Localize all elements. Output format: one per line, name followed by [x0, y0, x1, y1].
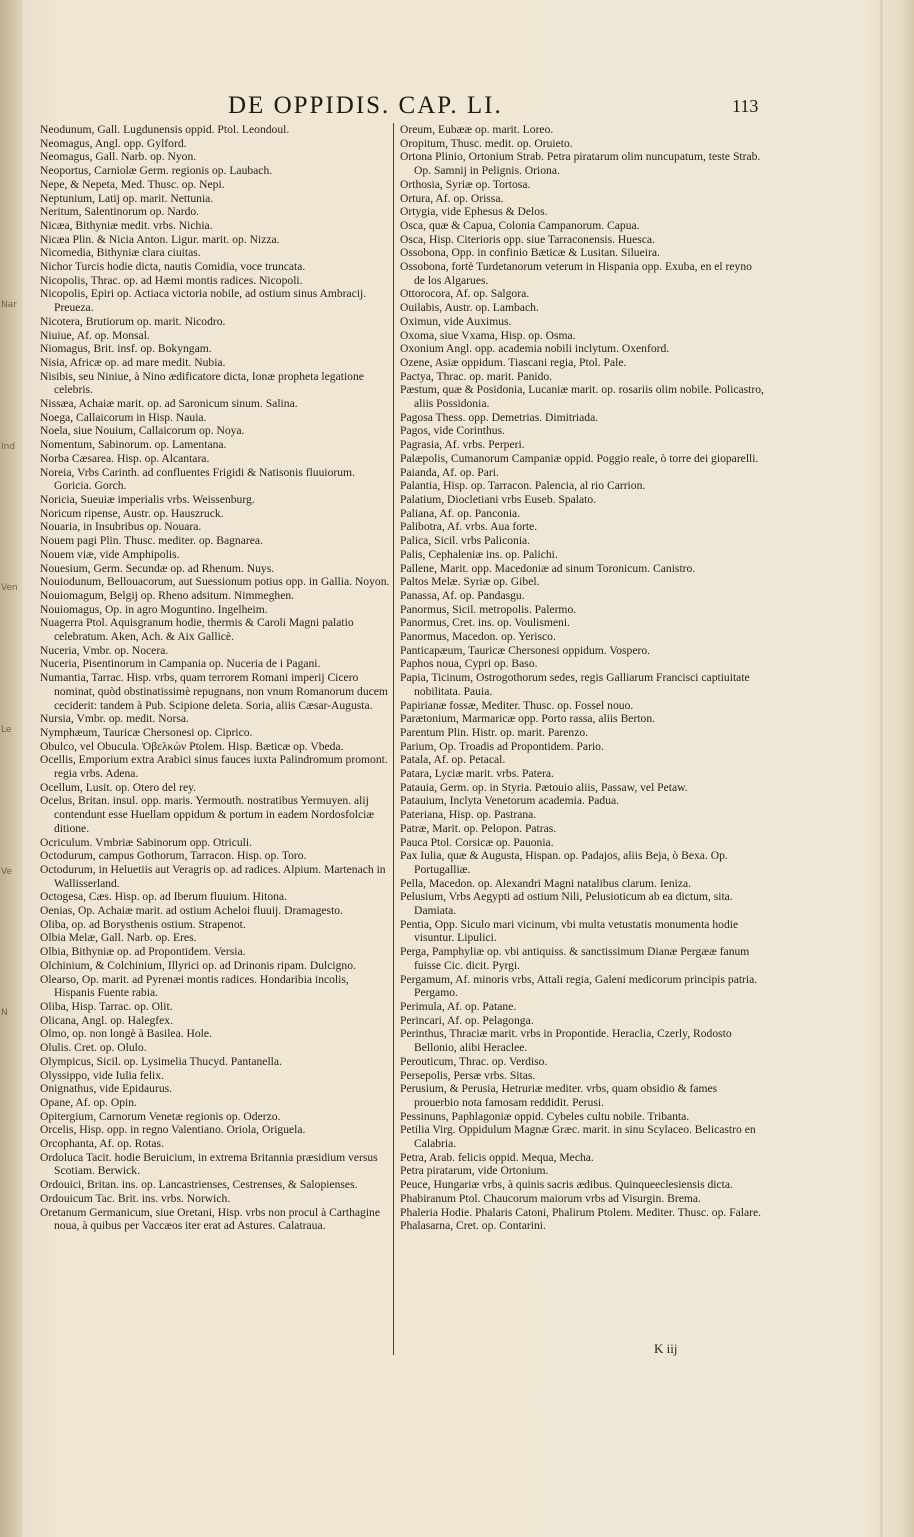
index-entry: Neomagus, Angl. opp. Gylford.: [40, 136, 187, 150]
page-number: 113: [732, 96, 759, 116]
index-entry: Neomagus, Gall. Narb. op. Nyon.: [40, 150, 197, 164]
index-entry: Parium, Op. Troadis ad Propontidem. Pario.: [400, 739, 604, 753]
index-entry: Pagrasia, Af. vrbs. Perperi.: [400, 438, 525, 452]
index-entry: Palibotra, Af. vrbs. Aua forte.: [400, 520, 538, 534]
index-entry: Nepe, & Nepeta, Med. Thusc. op. Nepi.: [40, 177, 225, 191]
index-entry: Olearso, Op. marit. ad Pyrenæi montis radices. Hondaribia incolis, Hispanis Fuente rabia.: [40, 972, 349, 1000]
index-entry: Phalasarna, Cret. op. Contarini.: [400, 1219, 546, 1233]
index-entry: Niuiue, Af. op. Monsal.: [40, 328, 150, 342]
index-entry: Osca, quæ & Capua, Colonia Campanorum. Capua.: [400, 218, 640, 232]
index-entry: Nomentum, Sabinorum. op. Lamentana.: [40, 438, 227, 452]
right-column: [400, 123, 765, 1233]
index-entry: Perga, Pamphyliæ op. vbi antiquiss. & sanctissimum Dianæ Pergææ fanum fuisse Cic. dicit. Pyrgi.: [400, 945, 750, 972]
index-entry: Panormus, Macedon. op. Yerisco.: [400, 630, 556, 644]
index-entry: Nicopolis, Epiri op. Actiaca victoria nobile, ad ostium sinus Ambracij. Preueza.: [40, 287, 367, 315]
index-entry: Palatium, Diocletiani vrbs Euseb. Spalato.: [400, 492, 597, 506]
index-entry: Olyssippo, vide Iulia felix.: [40, 1068, 164, 1082]
edge-mark: Ind: [1, 441, 16, 452]
index-entry: Nuceria, Vmbr. op. Nocera.: [40, 643, 169, 657]
index-entry: Perouticum, Thrac. op. Verdiso.: [400, 1054, 548, 1068]
index-entry: Persepolis, Persæ vrbs. Sitas.: [400, 1068, 536, 1082]
index-entry: Nursia, Vmbr. op. medit. Norsa.: [40, 712, 189, 726]
index-entry: Nouiodunum, Bellouacorum, aut Suessionum potius opp. in Gallia. Noyon.: [40, 575, 390, 589]
index-entry: Octodurum, campus Gothorum, Tarracon. Hisp. op. Toro.: [40, 849, 307, 863]
index-entry: Nissæa, Achaiæ marit. op. ad Saronicum sinum. Salina.: [40, 397, 298, 411]
index-entry: Olympicus, Sicil. op. Lysimelia Thucyd. Pantanella.: [40, 1054, 282, 1068]
signature-mark: K iij: [654, 1341, 678, 1356]
index-entry: Petra piratarum, vide Ortonium.: [400, 1164, 549, 1178]
index-entry: Nicæa Plin. & Nicia Anton. Ligur. marit. op. Nizza.: [40, 232, 280, 246]
index-entry: Patauia, Germ. op. in Styria. Pætouio aliis, Passaw, vel Petaw.: [400, 780, 688, 794]
index-entry: Olbia Melæ, Gall. Narb. op. Eres.: [40, 931, 197, 945]
index-entry: Oxoma, siue Vxama, Hisp. op. Osma.: [400, 328, 576, 342]
index-entry: Panormus, Cret. ins. op. Voulismeni.: [400, 616, 570, 630]
index-entry: Nuagerra Ptol. Aquisgranum hodie, thermis & Caroli Magni palatio celebratum. Aken, Ach. & Aix Gallicè.: [40, 616, 354, 644]
index-entry: Pergamum, Af. minoris vrbs, Attali regia, Galeni medicorum principis patria. Pergamo.: [400, 972, 758, 1000]
edge-mark: N: [1, 1008, 8, 1019]
index-entry: Orthosia, Syriæ op. Tortosa.: [400, 177, 531, 191]
index-entry: Nicotera, Brutiorum op. marit. Nicodro.: [40, 314, 226, 328]
index-entry: Pagos, vide Corinthus.: [400, 424, 505, 438]
index-entry: Olulis. Cret. op. Olulo.: [40, 1041, 147, 1055]
index-entry: Noela, siue Nouium, Callaicorum op. Noya.: [40, 424, 245, 438]
index-entry: Paphos noua, Cypri op. Baso.: [400, 657, 538, 671]
page-edge-shadow: [880, 0, 883, 1537]
index-entry: Palantia, Hisp. op. Tarracon. Palencia, al rio Carrion.: [400, 479, 646, 493]
index-entry: Paliana, Af. op. Panconia.: [400, 506, 521, 520]
index-entry: Nichor Turcis hodie dicta, nautis Comidia, voce truncata.: [40, 260, 306, 274]
index-entry: Ortona Plinio, Ortonium Strab. Petra piratarum olim nuncupatum, teste Strab. Op. Samnij in Pelignis. Oriona.: [400, 150, 761, 178]
index-entry: Palis, Cephaleniæ ins. op. Palichi.: [400, 547, 558, 561]
index-entry: Opitergium, Carnorum Venetæ regionis op. Oderzo.: [40, 1109, 281, 1123]
index-entry: Oretanum Germanicum, siue Oretani, Hisp. vrbs non procul à Carthagine noua, à quibus per Vaccæos iter erat ad Astures. Calatraua.: [40, 1205, 380, 1233]
index-entry: Nicomedia, Bithyniæ clara ciuitas.: [40, 246, 201, 260]
index-entry: Oxonium Angl. opp. academia nobili inclytum. Oxenford.: [400, 342, 670, 356]
index-entry: Noreia, Vrbs Carinth. ad confluentes Frigidi & Natisonis fluuiorum. Goricia. Gorch.: [40, 465, 355, 493]
index-entry: Oximun, vide Auximus.: [400, 314, 512, 328]
edge-mark: Ven: [1, 583, 18, 594]
index-entry: Nisia, Africæ op. ad mare medit. Nubia.: [40, 355, 226, 369]
index-entry: Parentum Plin. Histr. op. marit. Parenzo.: [400, 725, 589, 739]
index-entry: Pauca Ptol. Corsicæ op. Pauonia.: [400, 835, 554, 849]
index-entry: Pateriana, Hisp. op. Pastrana.: [400, 808, 537, 822]
index-entry: Ordoluca Tacit. hodie Beruicium, in extrema Britannia præsidium versus Scotiam. Berwick.: [40, 1150, 378, 1178]
index-entry: Patauium, Inclyta Venetorum academia. Padua.: [400, 794, 620, 808]
index-entry: Olchinium, & Colchinium, Illyrici op. ad Drinonis ripam. Dulcigno.: [40, 958, 356, 972]
index-entry: Oenias, Op. Achaiæ marit. ad ostium Acheloi fluuij. Dramagesto.: [40, 904, 343, 918]
index-entry: Palæpolis, Cumanorum Campaniæ oppid. Poggio reale, ò torre dei gioparelli.: [400, 451, 759, 465]
index-entry: Patala, Af. op. Petacal.: [400, 753, 506, 767]
index-entry: Pelusium, Vrbs Aegypti ad ostium Nili, Pelusioticum ab ea dictum, sita. Damiata.: [400, 890, 733, 918]
index-entry: Pallene, Marit. opp. Macedoniæ ad sinum Toronicum. Canistro.: [400, 561, 696, 575]
index-entry: Patræ, Marit. op. Pelopon. Patras.: [400, 821, 557, 835]
index-entry: Ocriculum. Vmbriæ Sabinorum opp. Otriculi.: [40, 835, 252, 849]
index-entry: Olicana, Angl. op. Halegfex.: [40, 1013, 173, 1027]
adjacent-page-edge-marks: [1, 300, 21, 1150]
index-entry: Olmo, op. non longè à Basilea. Hole.: [40, 1027, 212, 1041]
index-entry: Panticapæum, Tauricæ Chersonesi oppidum. Vospero.: [400, 643, 651, 657]
index-entry: Parætonium, Marmaricæ opp. Porto rassa, aliis Berton.: [400, 712, 656, 726]
index-entry: Perimula, Af. op. Patane.: [400, 1000, 517, 1013]
index-entry: Pella, Macedon. op. Alexandri Magni natalibus clarum. Ieniza.: [400, 876, 692, 890]
index-entry: Petra, Arab. felicis oppid. Mequa, Mecha.: [400, 1150, 594, 1164]
index-entry: Ocellum, Lusit. op. Otero del rey.: [40, 780, 197, 794]
index-entry: Ossobona, fortè Turdetanorum veterum in Hispania opp. Exuba, en el reyno de los Algarues.: [400, 260, 752, 287]
index-entry: Papia, Ticinum, Ostrogothorum sedes, regis Galliarum Francisci captiuitate nobilitata. Pauia.: [400, 671, 750, 698]
index-entry: Neritum, Salentinorum op. Nardo.: [40, 205, 200, 219]
edge-mark: Ve: [1, 866, 12, 877]
index-entry: Nuceria, Pisentinorum in Campania op. Nuceria de i Pagani.: [40, 657, 321, 671]
index-entry: Ottorocora, Af. op. Salgora.: [400, 287, 530, 301]
index-entry: Oliba, op. ad Borysthenis ostium. Strapenot.: [40, 917, 246, 931]
index-entry: Osca, Hisp. Citerioris opp. siue Tarraconensis. Huesca.: [400, 232, 655, 246]
edge-mark: Le: [1, 725, 12, 736]
index-entry: Perinthus, Thraciæ marit. vrbs in Propontide. Heraclia, Czerly, Rodosto Bellonio, alibi Heraclee.: [400, 1027, 732, 1055]
index-entry: Peuce, Hungariæ vrbs, à quinis sacris ædibus. Quinqueeclesiensis dicta.: [400, 1178, 733, 1192]
index-entry: Neptunium, Latij op. marit. Nettunia.: [40, 191, 214, 205]
index-entry: Phaleria Hodie. Phalaris Catoni, Phalirum Ptolem. Mediter. Thusc. op. Falare.: [400, 1205, 762, 1219]
index-entry: Nouem pagi Plin. Thusc. mediter. op. Bagnarea.: [40, 534, 263, 548]
index-entry: Nouem viæ, vide Amphipolis.: [40, 547, 180, 561]
index-entry: Oliba, Hisp. Tarrac. op. Olit.: [40, 1000, 173, 1013]
index-entry: Obulco, vel Obucula. Ὀβελκὼν Ptolem. Hisp. Bæticæ op. Vbeda.: [40, 739, 344, 753]
index-entry: Nicopolis, Thrac. op. ad Hæmi montis radices. Nicopoli.: [40, 273, 303, 287]
index-entry: Oropitum, Thusc. medit. op. Oruieto.: [400, 136, 573, 150]
index-entry: Ordouicum Tac. Brit. ins. vrbs. Norwich.: [40, 1191, 231, 1205]
running-head: [0, 92, 914, 122]
index-entry: Octodurum, in Heluetiis aut Veragris op. ad radices. Alpium. Martenach in Wallisserland.: [40, 862, 386, 890]
index-entry: Nouesium, Germ. Secundæ op. ad Rhenum. Nuys.: [40, 561, 275, 575]
index-entry: Oreum, Eubææ op. marit. Loreo.: [400, 123, 554, 136]
index-entry: Noega, Callaicorum in Hisp. Nauia.: [40, 410, 207, 424]
index-entry: Panormus, Sicil. metropolis. Palermo.: [400, 602, 577, 616]
index-entry: Ocellis, Emporium extra Arabici sinus fauces iuxta Palindromum promont. regia vrbs. Adena.: [40, 753, 388, 781]
index-entry: Paianda, Af. op. Pari.: [400, 465, 499, 479]
index-entry: Ordouici, Britan. ins. op. Lancastrienses, Cestrenses, & Salopienses.: [40, 1178, 358, 1192]
index-entry: Nouiomagum, Belgij op. Rheno adsitum. Nimmeghen.: [40, 588, 295, 602]
index-entry: Panassa, Af. op. Pandasgu.: [400, 588, 525, 602]
index-entry: Numantia, Tarrac. Hisp. vrbs, quam terrorem Romani imperij Cicero nominat, quòd obstinatissimè repugnans, non vnum Romanorum ducem ceciderit: tandem à Pub. Scipione deleta. Soria, aliis Cæsar-Augusta.: [40, 671, 388, 712]
index-entry: Ozene, Asiæ oppidum. Tiascani regia, Ptol. Pale.: [400, 355, 627, 369]
index-entry: Orcophanta, Af. op. Rotas.: [40, 1137, 164, 1151]
index-entry: Niomagus, Brit. insf. op. Bokyngam.: [40, 342, 212, 356]
edge-mark: Nar: [1, 300, 17, 310]
left-column: [40, 123, 390, 1233]
index-entry: Ocelus, Britan. insul. opp. maris. Yermouth. nostratibus Yermuyen. alij contendunt esse Huellam oppidum & portum in eadem Nordosfolciæ ditione.: [40, 794, 375, 835]
index-entry: Pax Iulia, quæ & Augusta, Hispan. op. Padajos, aliis Beja, ò Bexa. Op. Portugalliæ.: [400, 849, 728, 876]
index-entry: Ortygia, vide Ephesus & Delos.: [400, 205, 548, 219]
index-entry: Neodunum, Gall. Lugdunensis oppid. Ptol. Leondoul.: [40, 123, 290, 136]
index-entry: Orcelis, Hisp. opp. in regno Valentiano. Oriola, Origuela.: [40, 1123, 306, 1137]
index-entry: Octogesa, Cæs. Hisp. op. ad Iberum fluuium. Hitona.: [40, 890, 287, 904]
index-entry: Palica, Sicil. vrbs Paliconia.: [400, 534, 531, 548]
index-entry: Perusium, & Perusia, Hetruriæ mediter. vrbs, quam obsidio & fames prouerbio nota famosam reddidit. Perusi.: [400, 1082, 718, 1109]
index-entry: Olbia, Bithyniæ op. ad Propontidem. Versia.: [40, 945, 246, 959]
index-entry: Paltos Melæ. Syriæ op. Gibel.: [400, 575, 540, 589]
index-entry: Pactya, Thrac. op. marit. Panido.: [400, 369, 553, 383]
index-entry: Neoportus, Carniolæ Germ. regionis op. Laubach.: [40, 164, 273, 178]
index-entry: Nouaria, in Insubribus op. Nouara.: [40, 520, 202, 534]
index-entry: Papirianæ fossæ, Mediter. Thusc. op. Fossel nouo.: [400, 698, 634, 712]
index-entry: Noricia, Sueuiæ imperialis vrbs. Weissenburg.: [40, 492, 255, 506]
index-entry: Nouiomagus, Op. in agro Moguntino. Ingelheim.: [40, 602, 268, 616]
index-entry: Nicæa, Bithyniæ medit. vrbs. Nichia.: [40, 218, 213, 232]
index-entry: Nisibis, seu Niniue, à Nino ædificatore dicta, Ionæ propheta legatione celebris.: [40, 369, 364, 397]
index-entry: Norba Cæsarea. Hisp. op. Alcantara.: [40, 451, 210, 465]
index-entry: Onignathus, vide Epidaurus.: [40, 1082, 173, 1096]
index-entry: Ossobona, Opp. in confinio Bæticæ & Lusitan. Silueira.: [400, 246, 660, 260]
page-title: DE OPPIDIS. CAP. LI.: [228, 92, 503, 119]
index-entry: Phabiranum Ptol. Chaucorum maiorum vrbs ad Visurgin. Brema.: [400, 1191, 701, 1205]
index-entry: Petilia Virg. Oppidulum Magnæ Græc. marit. in sinu Scylaceo. Belicastro en Calabria.: [400, 1123, 756, 1151]
index-entry: Patara, Lyciæ marit. vrbs. Patera.: [400, 767, 554, 781]
index-entry: Pessinuns, Paphlagoniæ oppid. Cybeles cultu nobile. Tribanta.: [400, 1109, 690, 1123]
index-entry: Pentia, Opp. Siculo mari vicinum, vbi multa vetustatis monumenta hodie visuntur. Lipulici.: [400, 917, 739, 945]
index-entry: Ortura, Af. op. Orissa.: [400, 191, 504, 205]
column-divider: [393, 123, 394, 1355]
index-entry: Noricum ripense, Austr. op. Hauszruck.: [40, 506, 224, 520]
index-entry: Opane, Af. op. Opin.: [40, 1095, 137, 1109]
index-entry: Pagosa Thess. opp. Demetrias. Dimitriada.: [400, 410, 599, 424]
index-entry: Pæstum, quæ & Posidonia, Lucaniæ marit. op. rosariis olim nobile. Policastro, aliis Possidonia.: [400, 383, 764, 411]
index-entry: Nymphæum, Tauricæ Chersonesi op. Ciprico.: [40, 725, 253, 739]
index-entry: Perincari, Af. op. Pelagonga.: [400, 1013, 534, 1027]
index-entry: Ouilabis, Austr. op. Lambach.: [400, 301, 539, 315]
